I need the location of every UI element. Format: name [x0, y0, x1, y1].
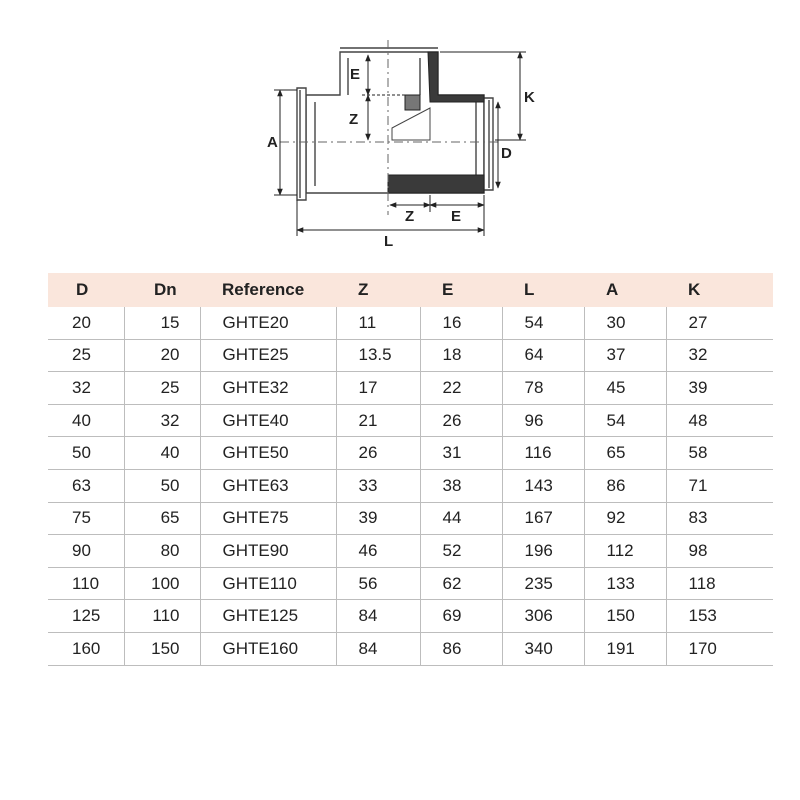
cell-a: 54: [584, 404, 666, 437]
cell-e: 31: [420, 437, 502, 470]
cell-d: 125: [48, 600, 124, 633]
cell-d: 63: [48, 469, 124, 502]
table-row: [48, 372, 773, 405]
cell-d: 160: [48, 632, 124, 665]
cell-dn: 32: [124, 404, 200, 437]
cell-a: 86: [584, 469, 666, 502]
section-cut: [388, 52, 484, 193]
cell-k: 48: [666, 404, 773, 437]
cell-l: 167: [502, 502, 584, 535]
table-row: [48, 469, 773, 502]
cell-d: 32: [48, 372, 124, 405]
cell-e: 18: [420, 339, 502, 372]
cell-d: 110: [48, 567, 124, 600]
cell-z: 13.5: [336, 339, 420, 372]
header-l: L: [502, 273, 584, 307]
label-l: L: [384, 233, 394, 250]
cell-dn: 40: [124, 437, 200, 470]
cell-a: 65: [584, 437, 666, 470]
cell-k: 153: [666, 600, 773, 633]
table-row: [48, 600, 773, 633]
cell-l: 54: [502, 307, 584, 339]
cell-dn: 15: [124, 307, 200, 339]
cell-d: 90: [48, 535, 124, 568]
header-e: E: [420, 273, 502, 307]
cell-d: 50: [48, 437, 124, 470]
cell-k: 39: [666, 372, 773, 405]
label-e-bottom: E: [451, 208, 462, 225]
table-row: [48, 307, 773, 339]
cell-z: 21: [336, 404, 420, 437]
label-z-left: Z: [349, 111, 359, 128]
label-d: D: [501, 145, 512, 162]
cell-a: 133: [584, 567, 666, 600]
cell-a: 191: [584, 632, 666, 665]
cell-l: 78: [502, 372, 584, 405]
cell-dn: 25: [124, 372, 200, 405]
cell-dn: 65: [124, 502, 200, 535]
cell-e: 52: [420, 535, 502, 568]
cell-d: 75: [48, 502, 124, 535]
cell-k: 98: [666, 535, 773, 568]
dimensions-table: [48, 273, 773, 666]
cell-z: 33: [336, 469, 420, 502]
header-dn: Dn: [124, 273, 200, 307]
cell-l: 96: [502, 404, 584, 437]
cell-reference: GHTE40: [200, 404, 336, 437]
cell-dn: 150: [124, 632, 200, 665]
cell-l: 196: [502, 535, 584, 568]
cell-dn: 80: [124, 535, 200, 568]
cell-k: 71: [666, 469, 773, 502]
cell-z: 11: [336, 307, 420, 339]
table-row: [48, 535, 773, 568]
cell-z: 84: [336, 632, 420, 665]
cell-l: 235: [502, 567, 584, 600]
cell-l: 116: [502, 437, 584, 470]
cell-a: 92: [584, 502, 666, 535]
label-a: A: [267, 134, 278, 151]
table-header-row: [48, 273, 773, 307]
cell-z: 46: [336, 535, 420, 568]
label-k: K: [524, 89, 535, 106]
cell-reference: GHTE110: [200, 567, 336, 600]
cell-l: 306: [502, 600, 584, 633]
cell-l: 340: [502, 632, 584, 665]
cell-reference: GHTE160: [200, 632, 336, 665]
cell-k: 118: [666, 567, 773, 600]
cell-d: 40: [48, 404, 124, 437]
cell-z: 17: [336, 372, 420, 405]
cell-k: 58: [666, 437, 773, 470]
header-reference: Reference: [200, 273, 336, 307]
cell-k: 32: [666, 339, 773, 372]
cell-a: 37: [584, 339, 666, 372]
header-z: Z: [336, 273, 420, 307]
cell-d: 20: [48, 307, 124, 339]
dimension-labels: [267, 66, 535, 250]
cell-e: 62: [420, 567, 502, 600]
table-row: [48, 502, 773, 535]
cell-reference: GHTE32: [200, 372, 336, 405]
cell-k: 170: [666, 632, 773, 665]
cell-d: 25: [48, 339, 124, 372]
cell-z: 84: [336, 600, 420, 633]
cell-z: 26: [336, 437, 420, 470]
cell-a: 30: [584, 307, 666, 339]
label-z-bottom: Z: [405, 208, 415, 225]
table-row: [48, 567, 773, 600]
cell-dn: 110: [124, 600, 200, 633]
cell-e: 86: [420, 632, 502, 665]
cell-e: 16: [420, 307, 502, 339]
cell-e: 69: [420, 600, 502, 633]
cell-reference: GHTE50: [200, 437, 336, 470]
cell-reference: GHTE20: [200, 307, 336, 339]
cell-e: 26: [420, 404, 502, 437]
cell-reference: GHTE125: [200, 600, 336, 633]
cell-a: 150: [584, 600, 666, 633]
cell-l: 143: [502, 469, 584, 502]
table-row: [48, 339, 773, 372]
cell-reference: GHTE25: [200, 339, 336, 372]
cell-e: 38: [420, 469, 502, 502]
cell-reference: GHTE90: [200, 535, 336, 568]
cell-a: 45: [584, 372, 666, 405]
cell-e: 22: [420, 372, 502, 405]
cell-a: 112: [584, 535, 666, 568]
table-row: [48, 632, 773, 665]
cell-k: 27: [666, 307, 773, 339]
header-a: A: [584, 273, 666, 307]
cell-l: 64: [502, 339, 584, 372]
table-row: [48, 404, 773, 437]
cell-dn: 20: [124, 339, 200, 372]
header-k: K: [666, 273, 773, 307]
label-e-top: E: [350, 66, 361, 83]
cell-dn: 50: [124, 469, 200, 502]
cell-e: 44: [420, 502, 502, 535]
cell-z: 39: [336, 502, 420, 535]
cell-reference: GHTE75: [200, 502, 336, 535]
cell-reference: GHTE63: [200, 469, 336, 502]
tee-fitting-diagram: [0, 0, 800, 265]
table-row: [48, 437, 773, 470]
cell-dn: 100: [124, 567, 200, 600]
header-d: D: [48, 273, 124, 307]
cell-k: 83: [666, 502, 773, 535]
cell-z: 56: [336, 567, 420, 600]
